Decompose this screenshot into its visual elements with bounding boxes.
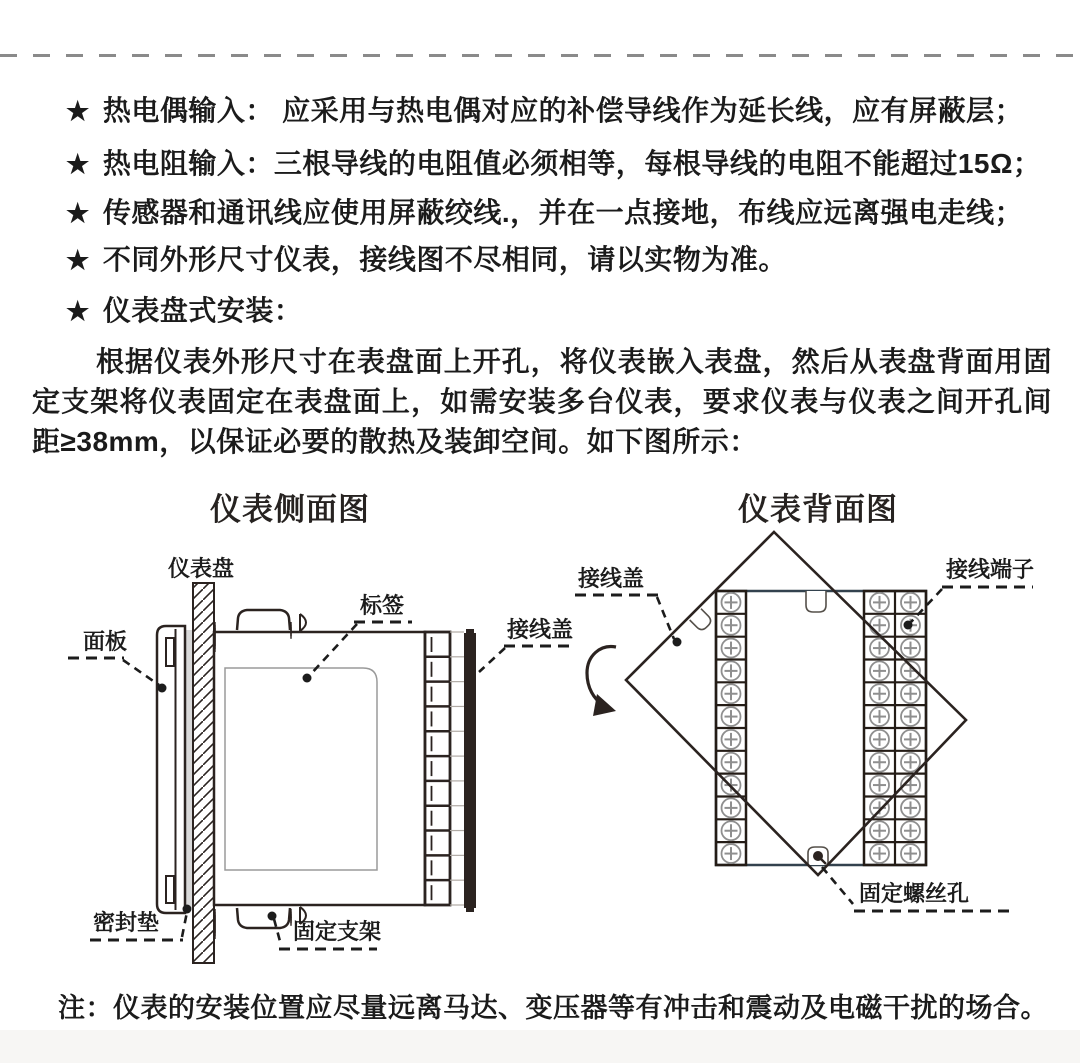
install-paragraph: 根据仪表外形尺寸在表盘面上开孔，将仪表嵌入表盘，然后从表盘背面用固定支架将仪表固定在表盘面上，如需安装多台仪表，要求仪表与仪表之间开孔间距≥38mm，以保证必要的散热及装卸空间。如下图所示： — [32, 346, 1052, 457]
label-sticker-area — [225, 668, 377, 870]
bullet-rtd — [66, 147, 1041, 181]
bullet-dimensions — [66, 243, 787, 277]
label-screw-hole: 固定螺丝孔 — [859, 881, 970, 906]
leader-front-panel — [123, 660, 159, 685]
star-icon: ★ — [66, 96, 90, 126]
label-wiring-cover-back: 接线盖 — [578, 566, 645, 591]
bezel-key-top — [166, 638, 174, 666]
leader-wiring-cover — [479, 648, 505, 672]
bullet-text: 仪表盘式安装： — [102, 295, 303, 326]
label-panel: 仪表盘 — [167, 556, 235, 581]
terminal-ladder — [425, 632, 450, 905]
back-view-title: 仪表背面图 — [738, 492, 898, 527]
bracket-top — [237, 610, 290, 630]
leader-wiring-cover-back — [657, 597, 674, 639]
footer-band — [0, 1030, 1080, 1063]
leader-dot — [183, 905, 192, 914]
page-break-dashed-divider — [0, 54, 1080, 57]
bezel-key-bottom — [166, 876, 174, 903]
label-sticker: 标签 — [360, 593, 405, 618]
screw-head-top — [300, 614, 306, 631]
install-note: 注：仪表的安装位置应尽量远离马达、变压器等有冲击和震动及电磁干扰的场合。 — [58, 993, 1048, 1023]
bullet-text: 热电阻输入：三根导线的电阻值必须相等，每根导线的电阻不能超过15Ω； — [102, 148, 1042, 179]
bullet-sensor-wiring — [66, 196, 1023, 230]
front-bezel — [157, 626, 185, 913]
leader-dot — [303, 674, 312, 683]
panel-wall-hatch — [193, 583, 214, 963]
bullet-thermocouple — [66, 94, 1023, 128]
label-front-panel: 面板 — [83, 629, 128, 654]
bullet-text: 热电偶输入： 应采用与热电偶对应的补偿导线作为延长线，应有屏蔽层； — [102, 95, 1024, 126]
label-gasket: 密封垫 — [93, 910, 160, 935]
side-view-diagram — [60, 545, 580, 975]
star-icon: ★ — [66, 296, 90, 326]
wiring-cover-bar — [464, 633, 476, 908]
connector-lines — [450, 632, 464, 905]
cable-notch — [806, 591, 826, 612]
star-icon: ★ — [66, 245, 90, 275]
bullet-text: 传感器和通讯线应使用屏蔽绞线.，并在一点接地，布线应远离强电走线； — [102, 197, 1024, 228]
rotation-arrow-icon — [587, 647, 616, 705]
label-bracket: 固定支架 — [293, 919, 382, 944]
side-view-title: 仪表侧面图 — [210, 492, 370, 527]
bullet-text: 不同外形尺寸仪表，接线图不尽相同，请以实物为准。 — [102, 244, 787, 275]
bullet-panel-mount — [66, 294, 302, 328]
back-view-diagram — [570, 520, 1070, 963]
leader-gasket — [182, 912, 187, 937]
label-terminals: 接线端子 — [946, 557, 1035, 582]
star-icon: ★ — [66, 198, 90, 228]
star-icon: ★ — [66, 149, 90, 179]
leader-screw-hole — [822, 867, 853, 904]
label-wiring-cover: 接线盖 — [507, 617, 574, 642]
bracket-bottom — [237, 908, 290, 928]
